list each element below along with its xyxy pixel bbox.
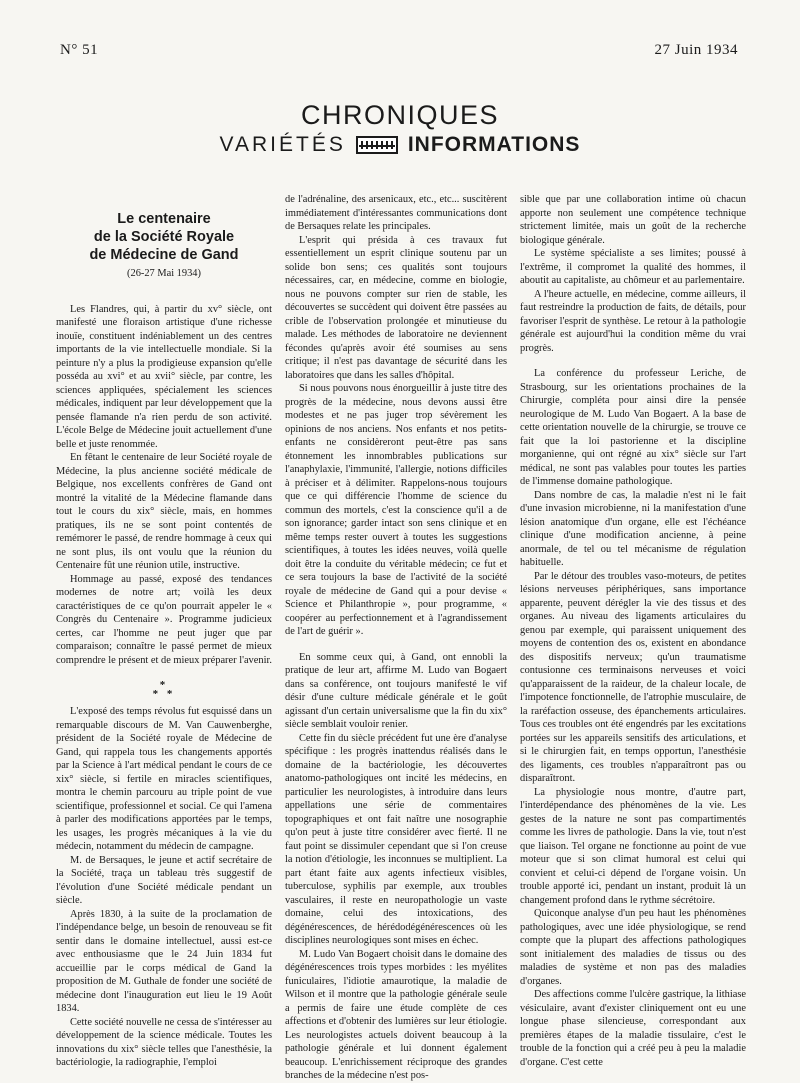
title-line-2: de la Société Royale [93, 229, 235, 245]
masthead-title: CHRONIQUES [300, 100, 499, 130]
paragraph: Hommage au passé, exposé des tendances modernes de notre art; voilà les deux caractéristiques de ce qu'on pourrait appeler le « Congrès du Centenaire ». Programme judicieux certes, car l'homme ne peut juger que par comparaison; connaître le passé permet de mieux comprendre le présent et de mieux préparer l'avenir. [56, 573, 272, 666]
column-3 [520, 193, 746, 1069]
masthead-subtitle [0, 133, 800, 157]
masthead-informations: INFORMATIONS [407, 133, 581, 156]
section-separator [56, 681, 272, 699]
column-2 [285, 193, 507, 1083]
spacer [520, 355, 746, 367]
paragraph: M. de Bersaques, le jeune et actif secrétaire de la Société, traça un tableau très suggestif de l'évolution d'une Société médicale pendant un siècle. [56, 854, 272, 906]
paragraph: Les Flandres, qui, à partir du xv° siècle, ont manifesté une floraison artistique d'une richesse inouïe, constituent indéniablement un des centres importants de la vie intellectuelle mondiale. Si la peinture n'y a plus la prodigieuse expansion qu'elle posséda au xvi° et au xvii° siècle, par contre, les sciences appliquées, spécialement les sciences médicales, indiquent par leur développement que la pensée flamande n'a rien perdu de son activité. L'école Belge de Médecine jouit actuellement d'une belle et juste renommée. [56, 303, 272, 450]
separator-stars-bottom: * * [152, 688, 176, 700]
paragraph: L'esprit qui présida à ces travaux fut essentiellement un esprit clinique soutenu par un solide bon sens; ces qualités sont toujours nécessaires, car, en médecine, comme en biologie, nous ne pouvons compter sur rien de stable, les découvertes se succèdent qui doivent être passées au crible de l'observation prolongée et minutieuse du malade. Les méthodes de laboratoire ne deviennent fécondes qu'après avoir été soumises au sens critique; il n'est pas davantage de sécurité dans les laboratoires que dans les salles d'hôpital. [285, 234, 507, 381]
paragraph: Dans nombre de cas, la maladie n'est ni le fait d'une invasion microbienne, ni la manifestation d'une lésion anatomique d'un organe, elle est l'échéance clinique d'une modification ancienne, à peine anormale, de tel ou tel mécanisme de régulation habituelle. [520, 489, 746, 568]
paragraph: L'exposé des temps révolus fut esquissé dans un remarquable discours de M. Van Cauwenberghe, président de la Société royale de Médecine de Gand, qui rappela tous les changements apportés par la Science à l'art médical pendant le cours de ce xix° siècle, si fertile en miracles scientifiques, montra le chemin parcouru au triple point de vue scientifique, professionnel et social. Ce qui l'amena à parler des modifications apportées par le temps, les usages, les progrès mécaniques à la vie du médecin, notamment du médecin de campagne. [56, 706, 272, 852]
paragraph: En fêtant le centenaire de leur Société royale de Médecine, la plus ancienne société médicale de Belgique, nos excellents confrères de Gand ont montré la vitalité de la Médecine flamande dans tout le cours du xix° siècle, mais, en hommes pratiques, ils ne se sont point contentés de remémorer le passé, de rendre hommage à ceux qui ne sont plus, ils ont voulu que la réunion du Centenaire fût une réunion utile, instructive. [56, 452, 272, 571]
monogram-icon [356, 136, 398, 154]
paragraph: Cette société nouvelle ne cessa de s'intéresser au développement de la science médicale. Toutes les innovations du xix° siècle telles que l'anesthésie, la bactériologie, la radiographie, l'emploi [56, 1016, 272, 1068]
paragraph: A l'heure actuelle, en médecine, comme ailleurs, il faut restreindre la production de faits, de détails, pour favoriser l'esprit de synthèse. Le retour à la pathologie générale est aujourd'hui la condition même du vrai progrès. [520, 288, 746, 354]
masthead-varietes: VARIÉTÉS [219, 133, 346, 156]
paragraph: Si nous pouvons nous énorgueillir à juste titre des progrès de la médecine, nous devons aussi être modestes et ne pas juger trop sévèrement les opinions de nos anciens. Nos enfants et nos petits-enfants ne considèreront peut-être pas sans étonnement les innombrables publications sur l'anaphylaxie, l'immunité, l'allergie, notions difficiles à préciser et à délimiter. Rappelons-nous toujours que ce qui différencie l'homme de science du commun des mortels, c'est la conscience qu'il a de son ignorance; garder intact son sens clinique et en même temps rester ouvert à toutes les suggestions scientifiques, à toutes les idées neuves, voilà quelle doit être la conduite du véritable médecin; ce fut et ce sera toujours la base de l'activité de la société royale de médecine de Gand qui a pour devise « Science et Philanthropie », pour programme, « coopérer au perfectionnement et à l'agrandissement de l'art de guérir ». [285, 383, 507, 637]
paragraph: Quiconque analyse d'un peu haut les phénomènes pathologiques, avec une idée physiologique, se rend compte que la plupart des affections pathologiques sont initialement des maladies de tissus ou des maladies de système et non pas des maladies d'organes. [520, 908, 746, 987]
paragraph: La conférence du professeur Leriche, de Strasbourg, sur les orientations prochaines de la Chirurgie, compléta pour ainsi dire la pensée neurologique de M. Ludo Van Bogaert. A la base de cette orientation nouvelle de la chirurgie, se trouve ce fait que la loi pastorienne et la discipline morganienne, qui ont régné au xix° siècle sur l'art médical, ne sont pas valables pour toutes les parties de l'immense domaine pathologique. [520, 368, 746, 487]
spacer [285, 639, 507, 651]
issue-date: 27 Juin 1934 [654, 42, 738, 58]
masthead [0, 100, 800, 157]
issue-number: N° 51 [60, 42, 99, 58]
paragraph: La physiologie nous montre, d'autre part, l'interdépendance des phénomènes de la vie. Les gestes de la nature ne sont pas compartimentés comme les livres de pathologie. Dans la vie, tout n'est que liaison. Tel organe ne fonctionne au point de vue moteur que si son climat humoral est celui qui convient et celui-ci dépend de l'organe voisin. Un trouble apporté ici, pendant un instant, produit là un changement profond dans le rythme sécrétoire. [520, 786, 746, 906]
article-date: (26-27 Mai 1934) [127, 268, 201, 279]
paragraph: Cette fin du siècle précédent fut une ère d'analyse spécifique : les progrès inattendus réalisés dans le domaine de la bactériologie, les découvertes anatomo-pathologiques ont incité les médecins, en particulier les neurologistes, à introduire dans leurs appellations une série de commentaires topographiques et ont fait naître une nosographie qu'on peut à juste titre considérer avec fierté. Il ne faut point se dissimuler cependant que si l'on creuse la notion d'étiologie, les inconnues se multiplient. La part étant faite aux agents infectieux visibles, tuberculose, syphilis par exemple, aux troubles vasculaires, il reste en neuropathologie un vaste domaine, celui des intoxications, des dégénérescences, de hérédodégénérescences où les disciplines neurologiques sont mises en échec. [285, 732, 507, 946]
paragraph: Le système spécialiste a ses limites; poussé à l'extrême, il compromet la qualité des hommes, il aboutit au capitaliste, au chômeur et au parlementaire. [520, 248, 746, 286]
article-title [56, 210, 272, 264]
paragraph: de l'adrénaline, des arsenicaux, etc., etc... suscitèrent immédiatement d'intéressantes communications dont de Bersaques relate les principales. [285, 194, 507, 232]
paragraph: Des affections comme l'ulcère gastrique, la lithiase vésiculaire, avant d'exister cliniquement ont eu une longue phase silencieuse, correspondant aux premières étapes de la maladie tissulaire, c'est le trouble de la fonction qui a créé peu à peu la maladie d'organe. C'est cette [520, 989, 746, 1068]
title-line-1: Le centenaire [117, 211, 211, 227]
paragraph: M. Ludo Van Bogaert choisit dans le domaine des dégénérescences trois types morbides : les myélites funiculaires, l'idiotie amaurotique, la maladie de Wilson et il montre que la pathologie générale seule a permis de faire une étude complète de ces affections et d'obtenir des lumières sur leur étiologie. Les neurologistes actuels doivent beaucoup à la pathologie générale et lui donnent également beaucoup. L'enrichissement réciproque des grandes branches de la médecine n'est pos- [285, 948, 507, 1081]
title-line-3: de Médecine de Gand [89, 247, 239, 263]
paragraph: Par le détour des troubles vaso-moteurs, de petites lésions nerveuses périphériques, sans importance apparente, peuvent dérégler la vie des tissus et des organes. Au niveau des ligaments articulaires du genou par exemple, qui paraissent uniquement des moyens de contention des os, existent en abondance des dispositifs nerveux; qu'un traumatisme contusionne ces terminaisons nerveuses et voici qu'apparaissent de la raideur, de la chaleur locale, de l'impotence fonctionnelle, de l'atrophie musculaire, de la raréfaction osseuse, des épanchements articulaires. Tous ces troubles ont été engendrés par les excitations portées sur les appareils sensitifs des articulations, et si le chirurgien fait, en temps opportun, l'anesthésie des ligaments, ces troubles n'apparaîtront pas ou disparaîtront. [520, 570, 746, 784]
paragraph: En somme ceux qui, à Gand, ont ennobli la pratique de leur art, affirme M. Ludo van Bogaert dans sa conférence, ont toujours manifesté le vif désir d'une culture médicale générale et le goût agissant d'un certain universalisme que la fin du xix° siècle semblait vouloir renier. [285, 651, 507, 730]
paragraph: Après 1830, à la suite de la proclamation de l'indépendance belge, un besoin de renouveau se fit sentir dans le domaine intellectuel, aussi est-ce avec enthousiasme que le 24 Juin 1834 fut accueillie par le corps médical de Gand la proposition de M. Guthale de fonder une société de médecine dont l'inauguration eut lieu le 19 Août 1834. [56, 908, 272, 1014]
paragraph: sible que par une collaboration intime où chacun apporte non seulement une compétence technique strictement limitée, mais un goût de la recherche biologique générale. [520, 194, 746, 246]
separator-star-top: * [159, 679, 169, 691]
column-1 [56, 192, 272, 1070]
